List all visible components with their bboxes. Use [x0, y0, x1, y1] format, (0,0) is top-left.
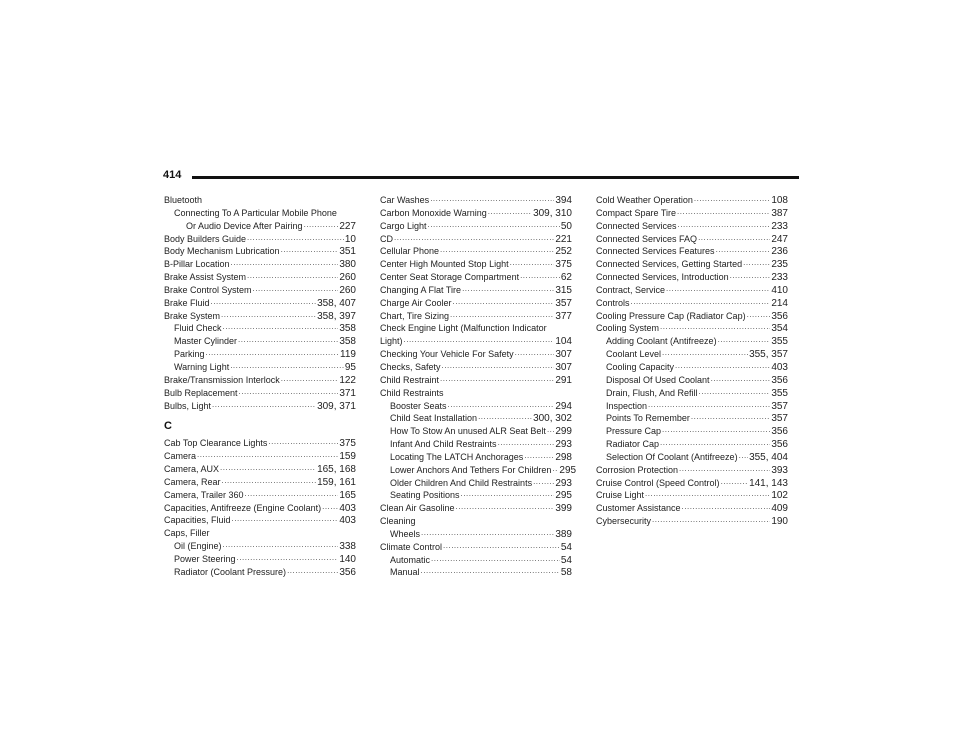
index-entry-pages[interactable]: 293: [555, 477, 572, 489]
dot-leader: [287, 564, 338, 578]
dot-leader: [232, 512, 339, 526]
index-entry-pages[interactable]: 159: [339, 451, 356, 463]
index-entry-term: Child Seat Installation: [390, 413, 478, 424]
index-entry-pages[interactable]: 357: [555, 297, 572, 309]
index-entry-pages[interactable]: 260: [339, 284, 356, 296]
index-entry-term: Disposal Of Used Coolant: [606, 374, 710, 385]
dot-leader: [443, 539, 560, 553]
index-entry-term: Chart, Tire Sizing: [380, 310, 450, 321]
index-entry-term: Fluid Check: [174, 323, 222, 334]
dot-leader: [721, 475, 749, 489]
dot-leader: [694, 192, 770, 206]
dot-leader: [237, 551, 339, 565]
index-entry-pages[interactable]: 358: [339, 336, 356, 348]
dot-leader: [533, 475, 554, 489]
index-entry-pages[interactable]: 399: [555, 503, 572, 515]
dot-leader: [281, 243, 339, 257]
index-entry: [380, 400, 572, 413]
index-entry-pages[interactable]: 122: [339, 374, 356, 386]
index-entry-term: Cab Top Clearance Lights: [164, 438, 268, 449]
index-entry-pages[interactable]: 307: [555, 349, 572, 361]
index-entry: [164, 566, 356, 579]
index-entry-term: Child Restraint: [380, 374, 440, 385]
index-entry-pages[interactable]: 351: [339, 246, 356, 258]
index-entry-term: Camera, AUX: [164, 464, 220, 475]
index-entry-pages[interactable]: 375: [555, 259, 572, 271]
index-entry-pages[interactable]: 371: [339, 387, 356, 399]
index-entry-term: Center High Mounted Stop Light: [380, 259, 509, 270]
index-entry-term: Brake System: [164, 310, 221, 321]
index-entry-term: Clean Air Gasoline: [380, 503, 455, 514]
index-entry-term: Connecting To A Particular Mobile Phone: [174, 207, 337, 218]
dot-leader: [739, 449, 748, 463]
header-rule: [192, 176, 799, 179]
index-entry-pages[interactable]: 294: [555, 400, 572, 412]
index-entry-term: Cellular Phone: [380, 246, 440, 257]
index-entry-pages[interactable]: 165, 168: [317, 464, 356, 476]
index-entry-pages[interactable]: 58: [560, 567, 572, 579]
index-entry-term: Compact Spare Tire: [596, 207, 677, 218]
dot-leader: [718, 333, 771, 347]
index-entry-term: Camera, Trailer 360: [164, 489, 244, 500]
index-entry-term: Cooling Pressure Cap (Radiator Cap): [596, 310, 746, 321]
index-entry: [380, 374, 572, 387]
dot-leader: [239, 385, 339, 399]
dot-leader: [677, 205, 770, 219]
dot-leader: [691, 410, 770, 424]
index-entry-term: Brake Fluid: [164, 297, 210, 308]
dot-leader: [648, 398, 770, 412]
dot-leader: [453, 295, 555, 309]
dot-leader: [268, 435, 338, 449]
dot-leader: [322, 500, 338, 514]
dot-leader: [430, 192, 554, 206]
index-entry-term: Contract, Service: [596, 284, 666, 295]
index-entry: [380, 566, 572, 579]
index-entry-pages[interactable]: 159, 161: [317, 476, 356, 488]
index-entry-term: Corrosion Protection: [596, 464, 679, 475]
index-entry-pages[interactable]: 233: [771, 272, 788, 284]
index-entry: [380, 502, 572, 515]
dot-leader: [524, 449, 554, 463]
index-entry-pages[interactable]: 356: [771, 374, 788, 386]
index-entry-term: Master Cylinder: [174, 336, 238, 347]
index-entry-term: Child Restraints: [380, 387, 444, 398]
index-entry: [380, 310, 572, 323]
dot-leader: [197, 448, 338, 462]
index-entry-term: Check Engine Light (Malfunction Indicator: [380, 323, 547, 334]
index-entry: [164, 514, 356, 527]
index-entry-term: Booster Seats: [390, 400, 447, 411]
index-entry-term: Changing A Flat Tire: [380, 284, 462, 295]
dot-leader: [238, 333, 338, 347]
index-entry-term: Climate Control: [380, 541, 443, 552]
index-entry-term: Capacities, Fluid: [164, 515, 231, 526]
index-entry-term: Bulbs, Light: [164, 400, 212, 411]
index-entry-pages[interactable]: 227: [339, 220, 356, 232]
index-entry-term: CD: [380, 233, 393, 244]
dot-leader: [730, 269, 771, 283]
dot-leader: [699, 385, 771, 399]
index-column-1: [164, 194, 356, 579]
dot-leader: [552, 462, 558, 476]
index-entry-term: Controls: [596, 297, 630, 308]
index-entry-pages[interactable]: 140: [339, 553, 356, 565]
index-entry-term: Charge Air Cooler: [380, 297, 452, 308]
index-entry-pages[interactable]: 165: [339, 489, 356, 501]
index-entry-term: Camera: [164, 451, 197, 462]
index-entry: [380, 451, 572, 464]
index-entry-term: Cold Weather Operation: [596, 195, 693, 205]
dot-leader: [247, 231, 344, 245]
index-entry: [596, 464, 788, 477]
index-entry-term: Carbon Monoxide Warning: [380, 207, 487, 218]
index-entry-pages[interactable]: 355: [771, 387, 788, 399]
index-entry-term: Coolant Level: [606, 349, 662, 360]
index-entry-term: Body Mechanism Lubrication: [164, 246, 280, 257]
index-entry-term: Cooling System: [596, 323, 660, 334]
index-entry-pages[interactable]: 357: [771, 400, 788, 412]
dot-leader: [660, 436, 770, 450]
index-entry-term: Cleaning: [380, 516, 416, 527]
dot-leader: [652, 513, 770, 527]
dot-leader: [716, 243, 771, 257]
index-entry-term: Connected Services, Introduction: [596, 272, 729, 283]
dot-leader: [421, 564, 560, 578]
index-entry-term: Bulb Replacement: [164, 387, 238, 398]
index-letter-heading: C: [164, 420, 172, 433]
index-entry-pages[interactable]: 355: [771, 336, 788, 348]
index-entry-pages[interactable]: 356: [339, 566, 356, 578]
dot-leader: [520, 269, 560, 283]
index-entry-pages[interactable]: 295: [559, 464, 577, 476]
index-entry-term: Cruise Light: [596, 490, 645, 501]
index-entry-pages[interactable]: 358, 407: [317, 297, 356, 309]
dot-leader: [304, 218, 339, 232]
index-entry-term: Or Audio Device After Pairing: [186, 220, 303, 231]
index-entry-pages[interactable]: 235: [771, 259, 788, 271]
index-entry: [380, 194, 572, 207]
index-entry-term: Connected Services: [596, 220, 677, 231]
dot-leader: [404, 333, 555, 347]
index-entry-pages[interactable]: 233: [771, 220, 788, 232]
dot-leader: [230, 359, 344, 373]
index-entry-pages[interactable]: 394: [555, 195, 572, 206]
index-entry-term: Parking: [174, 349, 205, 360]
index-entry-pages[interactable]: 354: [771, 323, 788, 335]
dot-leader: [675, 359, 770, 373]
index-entry-term: Connected Services FAQ: [596, 233, 698, 244]
dot-leader: [231, 256, 339, 270]
dot-leader: [660, 320, 770, 334]
index-entry-term: B-Pillar Location: [164, 259, 230, 270]
dot-leader: [462, 282, 554, 296]
index-entry-pages[interactable]: 356: [771, 439, 788, 451]
dot-leader: [662, 346, 748, 360]
dot-leader: [421, 526, 554, 540]
index-entry-pages[interactable]: 403: [339, 515, 356, 527]
index-entry-pages[interactable]: 295: [555, 490, 572, 502]
dot-leader: [222, 474, 317, 488]
dot-leader: [428, 218, 560, 232]
index-entry-term: Customer Assistance: [596, 503, 681, 514]
index-entry-term: Manual: [390, 567, 420, 578]
index-entry-pages[interactable]: 62: [560, 272, 572, 284]
dot-leader: [515, 346, 555, 360]
dot-leader: [442, 359, 555, 373]
index-entry-term: Center Seat Storage Compartment: [380, 272, 520, 283]
index-entry-pages[interactable]: 403: [771, 361, 788, 373]
index-entry-term: Inspection: [606, 400, 648, 411]
dot-leader: [450, 308, 554, 322]
dot-leader: [631, 295, 771, 309]
index-entry-term: Automatic: [390, 554, 431, 565]
index-entry-term: Cruise Control (Speed Control): [596, 477, 720, 488]
index-entry-pages[interactable]: 309, 371: [317, 400, 356, 412]
dot-leader: [743, 256, 770, 270]
dot-leader: [682, 500, 771, 514]
index-entry-pages[interactable]: 375: [339, 438, 356, 450]
index-entry-term: Cybersecurity: [596, 516, 652, 527]
index-entry-term: Locating The LATCH Anchorages: [390, 451, 524, 462]
index-entry-pages[interactable]: 357: [771, 413, 788, 425]
index-entry-pages[interactable]: 291: [555, 374, 572, 386]
index-entry-term: Cooling Capacity: [606, 361, 675, 372]
index-entry-term: Cargo Light: [380, 220, 427, 231]
index-entry-term: Selection Of Coolant (Antifreeze): [606, 451, 738, 462]
index-entry-pages[interactable]: 307: [555, 361, 572, 373]
index-entry: [164, 400, 356, 413]
index-entry-pages[interactable]: 355, 404: [749, 451, 788, 463]
dot-leader: [253, 282, 339, 296]
index-entry-pages[interactable]: 119: [340, 349, 356, 361]
index-entry-pages[interactable]: 95: [344, 361, 356, 373]
index-entry-term: Body Builders Guide: [164, 233, 247, 244]
index-entry-term: Brake/Transmission Interlock: [164, 374, 280, 385]
dot-leader: [394, 231, 554, 245]
index-entry-term: Capacities, Antifreeze (Engine Coolant): [164, 502, 322, 513]
index-entry-term: Drain, Flush, And Refill: [606, 387, 698, 398]
index-entry-term: Lower Anchors And Tethers For Children: [390, 464, 552, 475]
dot-leader: [666, 282, 770, 296]
dot-leader: [245, 487, 339, 501]
dot-leader: [662, 423, 770, 437]
index-entry-pages[interactable]: 54: [560, 541, 572, 553]
index-entry-pages[interactable]: 300, 302: [533, 413, 572, 425]
index-entry-pages[interactable]: 410: [771, 284, 788, 296]
index-entry-term: Warning Light: [174, 361, 230, 372]
index-entry: [596, 438, 788, 451]
index-entry-pages[interactable]: 54: [560, 554, 572, 566]
dot-leader: [223, 538, 339, 552]
index-entry-term: How To Stow An unused ALR Seat Belt: [390, 426, 546, 437]
dot-leader: [711, 372, 771, 386]
dot-leader: [698, 231, 770, 245]
index-entry-term: Camera, Rear: [164, 476, 221, 487]
page-number: 414: [163, 169, 182, 181]
index-entry-term: Bluetooth: [164, 195, 203, 205]
dot-leader: [498, 436, 555, 450]
index-entry-pages[interactable]: 356: [771, 426, 788, 438]
dot-leader: [747, 308, 771, 322]
index-entry-pages[interactable]: 380: [339, 259, 356, 271]
dot-leader: [478, 410, 532, 424]
dot-leader: [510, 256, 555, 270]
index-entry-term: Checking Your Vehicle For Safety: [380, 349, 514, 360]
index-entry-pages[interactable]: 190: [771, 516, 788, 528]
index-entry-pages[interactable]: 299: [555, 426, 572, 438]
index-entry-pages[interactable]: 358: [339, 323, 356, 335]
index-entry-term: Light): [380, 336, 403, 347]
index-entry-pages[interactable]: 260: [339, 272, 356, 284]
index-entry-pages[interactable]: 221: [555, 233, 572, 245]
dot-leader: [211, 295, 317, 309]
index-entry-pages[interactable]: 393: [771, 464, 788, 476]
index-entry-term: Pressure Cap: [606, 426, 662, 437]
index-entry-pages[interactable]: 309, 310: [533, 207, 572, 219]
index-entry-pages[interactable]: 356: [771, 310, 788, 322]
index-entry-pages[interactable]: 387: [771, 207, 788, 219]
index-entry-term: Wheels: [390, 528, 421, 539]
index-entry-pages[interactable]: 247: [771, 233, 788, 245]
dot-leader: [281, 372, 339, 386]
dot-leader: [461, 487, 555, 501]
dot-leader: [221, 308, 316, 322]
index-entry-term: Seating Positions: [390, 490, 460, 501]
dot-leader: [220, 461, 316, 475]
index-entry-term: Car Washes: [380, 195, 430, 205]
index-entry-pages[interactable]: 10: [344, 233, 356, 245]
dot-leader: [645, 487, 770, 501]
index-entry-pages[interactable]: 104: [555, 336, 572, 348]
dot-leader: [456, 500, 555, 514]
index-entry-term: Points To Remember: [606, 413, 690, 424]
index-entry-pages[interactable]: 236: [771, 246, 788, 258]
index-entry-term: Caps, Filler: [164, 528, 210, 539]
index-entry-term: Brake Control System: [164, 284, 252, 295]
index-entry: [380, 412, 572, 425]
index-entry-term: Brake Assist System: [164, 272, 247, 283]
index-entry-term: Radiator Cap: [606, 439, 660, 450]
index-entry-pages[interactable]: 355, 357: [749, 349, 788, 361]
dot-leader: [448, 398, 555, 412]
index-entry-pages[interactable]: 403: [339, 502, 356, 514]
index-entry-term: Connected Services, Getting Started: [596, 259, 743, 270]
index-column-3: [596, 194, 788, 528]
index-entry-term: Connected Services Features: [596, 246, 715, 257]
index-entry-term: Power Steering: [174, 553, 236, 564]
dot-leader: [431, 552, 560, 566]
dot-leader: [206, 346, 340, 360]
index-entry-pages[interactable]: 214: [771, 297, 788, 309]
index-column-2: [380, 194, 577, 579]
index-entry-pages[interactable]: 298: [555, 451, 572, 463]
index-entry-pages[interactable]: 108: [771, 195, 788, 206]
dot-leader: [678, 218, 771, 232]
index-entry-term: Adding Coolant (Antifreeze): [606, 336, 717, 347]
index-entry-term: Checks, Safety: [380, 361, 441, 372]
index-entry-term: Radiator (Coolant Pressure): [174, 566, 287, 577]
index-entry-pages[interactable]: 389: [555, 528, 572, 540]
dot-leader: [247, 269, 338, 283]
dot-leader: [440, 372, 554, 386]
index-entry: [596, 515, 788, 528]
index-entry-term: Oil (Engine): [174, 541, 222, 552]
index-entry-term: Older Children And Child Restraints: [390, 477, 533, 488]
dot-leader: [679, 462, 770, 476]
index-entry-pages[interactable]: 50: [560, 220, 572, 232]
index-entry-pages[interactable]: 377: [555, 310, 572, 322]
index-entry-pages[interactable]: 293: [555, 439, 572, 451]
dot-leader: [212, 398, 316, 412]
dot-leader: [547, 423, 554, 437]
index-entry-pages[interactable]: 315: [555, 284, 572, 296]
index-entry-pages[interactable]: 338: [339, 541, 356, 553]
index-entry-pages[interactable]: 141, 143: [749, 477, 788, 489]
index-entry-pages[interactable]: 409: [771, 503, 788, 515]
index-entry: [164, 194, 356, 207]
index-entry-pages[interactable]: 358, 397: [317, 310, 356, 322]
index-entry-pages[interactable]: 102: [771, 490, 788, 502]
dot-leader: [223, 320, 339, 334]
dot-leader: [488, 205, 532, 219]
index-entry-pages[interactable]: 252: [555, 246, 572, 258]
dot-leader: [440, 243, 554, 257]
index-entry-term: Infant And Child Restraints: [390, 439, 497, 450]
